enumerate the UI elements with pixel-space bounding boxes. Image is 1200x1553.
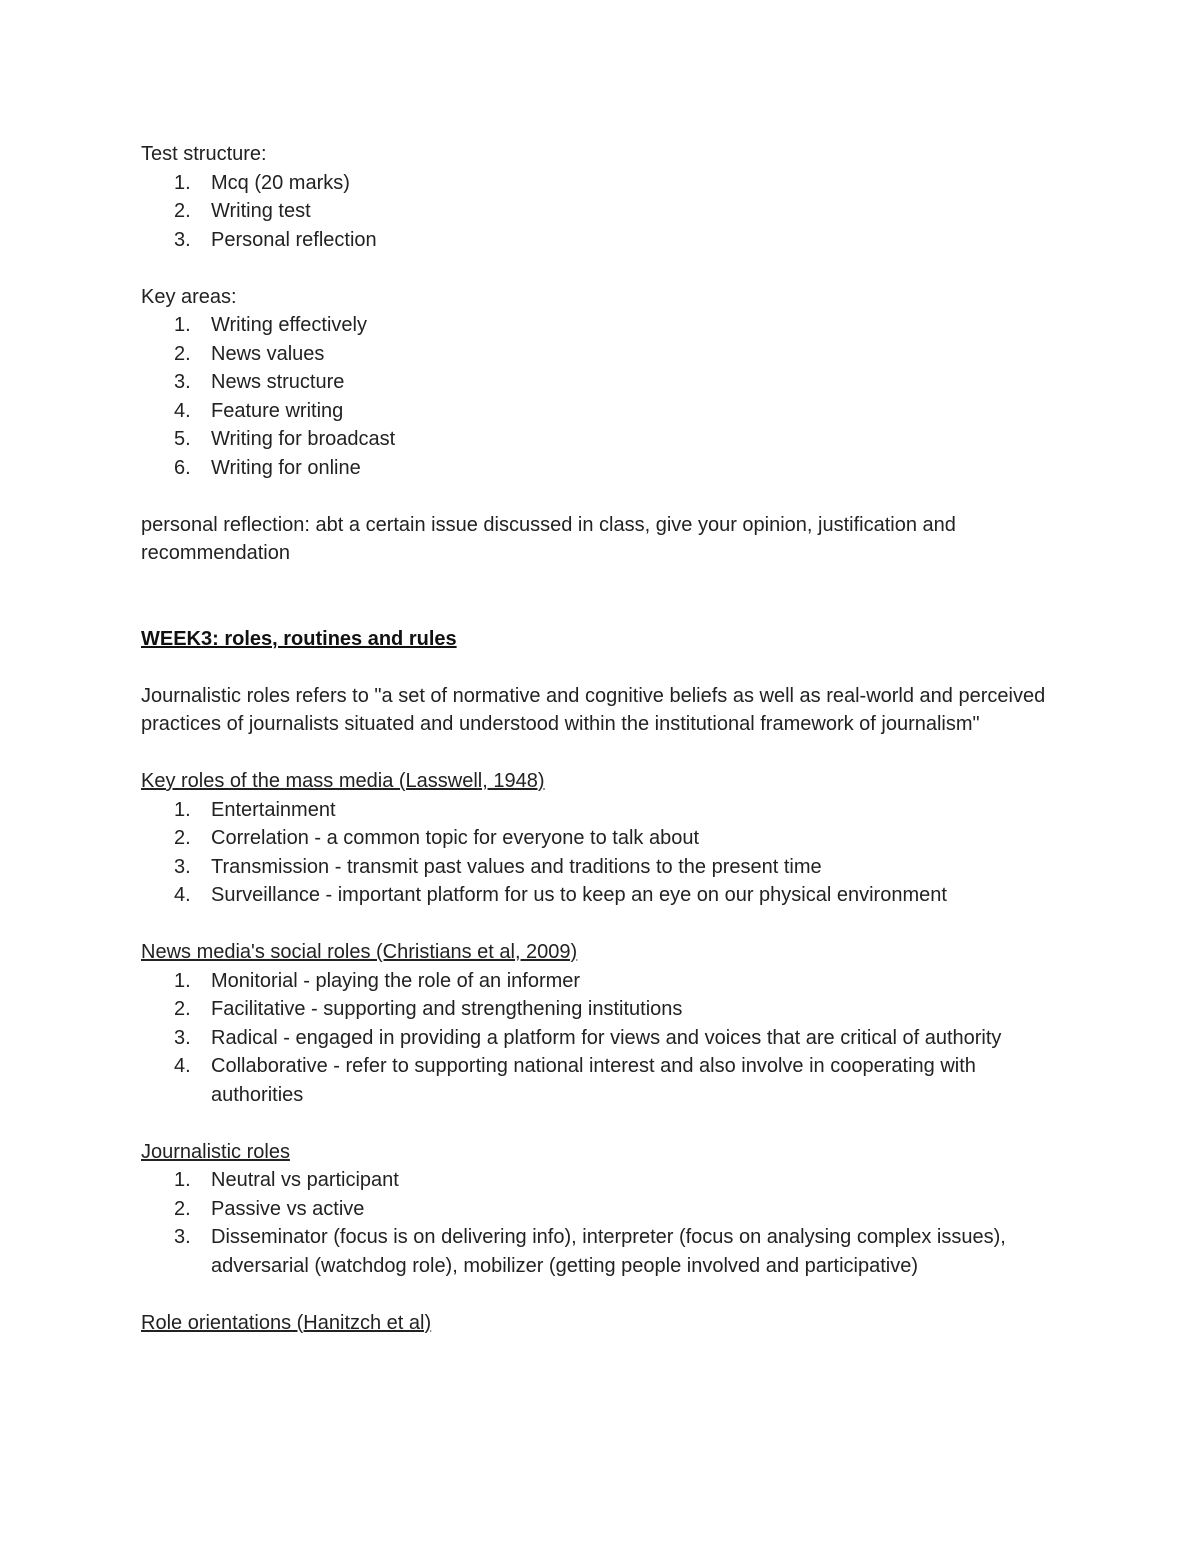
- list-number: 2.: [174, 827, 191, 849]
- list-item-text: Correlation - a common topic for everyone to talk about: [211, 827, 700, 849]
- list-item-text: Monitorial - playing the role of an informer: [211, 969, 581, 992]
- list-item: [141, 340, 1051, 369]
- list-item-text: Entertainment: [211, 798, 336, 821]
- list-item-text: Surveillance - important platform for us to keep an eye on our physical environment: [211, 884, 947, 906]
- list-item-text: Personal reflection: [211, 228, 377, 251]
- list-item: [141, 226, 1051, 255]
- list-number: 4.: [174, 399, 191, 422]
- list-number: 3.: [174, 1226, 191, 1248]
- mass-media-roles-heading: Key roles of the mass media (Lasswell, 1948): [141, 770, 545, 792]
- list-number: 3.: [174, 1026, 191, 1049]
- list-item-text: Passive vs active: [211, 1197, 365, 1220]
- list-number: 1.: [174, 798, 191, 821]
- list-number: 3.: [174, 855, 191, 878]
- list-item: [141, 368, 1051, 397]
- list-item: [141, 1195, 1051, 1224]
- personal-reflection-note: personal reflection: abt a certain issue discussed in class, give your opinion, justification and recommendation: [141, 513, 956, 564]
- journalistic-roles-heading: Journalistic roles: [141, 1140, 290, 1163]
- list-number: 1.: [174, 171, 191, 194]
- list-number: 3.: [174, 371, 191, 393]
- list-item: [141, 169, 1051, 198]
- role-orientations-heading: Role orientations (Hanitzch et al): [141, 1311, 432, 1334]
- list-item: [141, 824, 1051, 853]
- list-number: 4.: [174, 884, 191, 906]
- list-number: 3.: [174, 228, 191, 251]
- list-item: [141, 1052, 1051, 1109]
- list-item: [141, 197, 1051, 226]
- document-page: [141, 140, 1051, 1337]
- list-item: [141, 967, 1051, 996]
- list-item-text: Writing for online: [211, 456, 361, 479]
- week3-heading: WEEK3: roles, routines and rules: [141, 627, 457, 650]
- list-item: [141, 311, 1051, 340]
- list-item: [141, 796, 1051, 825]
- list-item: [141, 425, 1051, 454]
- list-number: 2.: [174, 998, 191, 1020]
- list-number: 5.: [174, 428, 191, 450]
- list-item-text: Radical - engaged in providing a platform for views and voices that are critical of authority: [211, 1026, 1002, 1049]
- list-number: 4.: [174, 1055, 191, 1077]
- test-structure-heading: Test structure:: [141, 143, 267, 165]
- list-item-text: Disseminator (focus is on delivering info), interpreter (focus on analysing complex issues), adversarial (watchdog role), mobilizer (getting people involved and participative): [211, 1226, 1006, 1277]
- list-number: 1.: [174, 969, 191, 992]
- list-number: 2.: [174, 1197, 191, 1220]
- list-item: [141, 397, 1051, 426]
- list-item-text: Neutral vs participant: [211, 1169, 399, 1191]
- list-item: [141, 881, 1051, 910]
- list-item-text: Mcq (20 marks): [211, 171, 350, 194]
- journalistic-roles-list: [141, 1166, 1051, 1280]
- list-item: [141, 1166, 1051, 1195]
- list-item-text: Facilitative - supporting and strengthening institutions: [211, 998, 683, 1020]
- list-item: [141, 1223, 1051, 1280]
- list-number: 1.: [174, 1169, 191, 1191]
- list-item: [141, 853, 1051, 882]
- list-item-text: News structure: [211, 371, 345, 393]
- list-item-text: Writing for broadcast: [211, 428, 396, 450]
- list-item-text: Transmission - transmit past values and traditions to the present time: [211, 855, 822, 878]
- list-number: 1.: [174, 314, 191, 336]
- list-number: 2.: [174, 200, 191, 222]
- social-roles-heading: News media's social roles (Christians et al, 2009): [141, 941, 578, 963]
- journalistic-roles-definition: Journalistic roles refers to "a set of normative and cognitive beliefs as well as real-world and perceived practices of journalists situated and understood within the institutional framework of journalism": [141, 684, 1046, 735]
- key-areas-list: [141, 311, 1051, 482]
- mass-media-roles-list: [141, 796, 1051, 910]
- list-item-text: News values: [211, 342, 325, 365]
- list-item-text: Feature writing: [211, 399, 344, 422]
- list-item: [141, 454, 1051, 483]
- list-number: 6.: [174, 456, 191, 479]
- list-number: 2.: [174, 342, 191, 365]
- list-item-text: Collaborative - refer to supporting national interest and also involve in cooperating with authorities: [211, 1055, 976, 1106]
- list-item-text: Writing effectively: [211, 314, 367, 336]
- list-item: [141, 995, 1051, 1024]
- social-roles-list: [141, 967, 1051, 1110]
- list-item-text: Writing test: [211, 200, 311, 222]
- key-areas-heading: Key areas:: [141, 285, 237, 308]
- test-structure-list: [141, 169, 1051, 255]
- list-item: [141, 1024, 1051, 1053]
